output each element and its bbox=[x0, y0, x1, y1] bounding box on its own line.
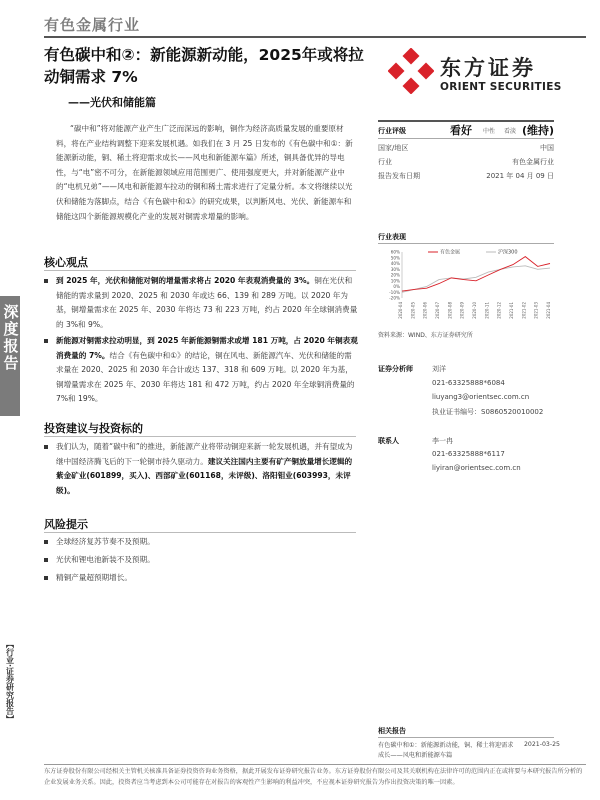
y-tick-label: 30% bbox=[390, 266, 400, 272]
x-tick-label: 2020-05 bbox=[410, 302, 416, 319]
rating-label: 行业评级 bbox=[378, 127, 406, 135]
y-tick-label: 40% bbox=[390, 261, 400, 266]
related-heading: 相关报告 bbox=[378, 727, 406, 735]
intro-paragraph: “碳中和”将对能源产业产生广泛而深远的影响，铜作为经济高质量发展的重要原材料，将在产业结构调整下迎来发展机遇。如我们在 3 月 25 日发布的《有色碳中和①：新能源新动能，铜、稀土将迎需求成长——风电和新能源车篇》所述，铜具备优异的导电性，与“电”密不可分，在新能源领域应用范围更广、使用强度更大，并对新能源产业中的“电机兄弟”——风电和新能源车拉动的铜和稀土需求进行了定量分析。本文将继续以光伏和储能为落脚点，结合《有色碳中和①》的研究成果，以判断风电、光伏、新能源车和储能这四个新能源规模化产业的发展对铜需求增量的影响。 bbox=[56, 124, 353, 221]
core-heading: 核心观点 bbox=[44, 256, 88, 269]
related-item-date: 2021-03-25 bbox=[524, 741, 560, 748]
y-tick-label: 20% bbox=[390, 272, 400, 278]
core-point-1-bold: 到 2025 年，光伏和储能对铜的增量需求将占 2020 年表观消费量的 3%。 bbox=[56, 276, 315, 285]
side-label-deep-report: 深度报告 bbox=[0, 296, 20, 416]
y-tick-label: 10% bbox=[390, 278, 400, 284]
invest-divider bbox=[44, 436, 356, 437]
y-tick-label: -10% bbox=[389, 289, 400, 295]
core-point-2-text: 结合《有色碳中和①》的结论，铜在风电、新能源汽车、光伏和储能的需求量在 2020、2025 和 2030 年合计或达 137、318 和 609 万吨。以 2020 年为基，铜增量需求在 2025 年、2030 年将达 181 和 472 万吨，约占 2020 年全球铜消费量的 7%和 19%。 bbox=[56, 350, 355, 404]
rating-row-date-key: 报告发布日期 bbox=[378, 172, 420, 180]
analyst-cert: 执业证书编号：S0860520010002 bbox=[432, 408, 544, 416]
x-tick-label: 2020-06 bbox=[422, 302, 428, 319]
rating-value: 看好 bbox=[450, 124, 472, 137]
related-item-title[interactable]: 有色碳中和①：新能源新动能，铜、稀土将迎需求成长——风电和新能源车篇 bbox=[378, 742, 514, 759]
performance-heading: 行业表现 bbox=[378, 233, 406, 241]
x-tick-label: 2021-03 bbox=[533, 302, 539, 319]
risk-item-2: 光伏和锂电池新装不及预期。 bbox=[56, 553, 358, 568]
analyst-role: 证券分析师 bbox=[378, 365, 413, 373]
chart-source: 资料来源：WIND、东方证券研究所 bbox=[378, 332, 473, 339]
report-title: 有色碳中和②：新能源新动能，2025年或将拉动铜需求 7% bbox=[44, 46, 364, 86]
rating-row-region-key: 国家/地区 bbox=[378, 144, 409, 152]
rating-row-region-value: 中国 bbox=[540, 144, 554, 152]
x-tick-label: 2020-04 bbox=[398, 302, 403, 319]
y-tick-label: 60% bbox=[390, 249, 400, 255]
orient-logo-icon bbox=[388, 48, 434, 94]
x-tick-label: 2020-07 bbox=[435, 302, 440, 319]
core-point-1-text: 铜在光伏和储能的需求量到 2020、2025 和 2030 年或达 66、139 和 289 万吨。以 2020 年为基，铜增量需求在 2025 年、2030 年将达 73 和 223 万吨，约占 2020 年全球铜消费量的 3%和 9%。 bbox=[56, 276, 358, 329]
contact-email[interactable]: liyiran@orientsec.com.cn bbox=[432, 464, 521, 472]
invest-point bbox=[56, 440, 358, 498]
series-line-sector bbox=[402, 257, 550, 292]
x-tick-label: 2021-02 bbox=[521, 302, 527, 319]
logo-name-en: ORIENT SECURITIES bbox=[440, 81, 562, 93]
legend-label: 有色金属 bbox=[440, 249, 461, 256]
rating-row-date-value: 2021 年 04 月 09 日 bbox=[486, 172, 554, 180]
performance-chart bbox=[378, 246, 554, 322]
contact-phone: 021-63325888*6117 bbox=[432, 450, 505, 458]
x-tick-label: 2021-04 bbox=[546, 302, 551, 319]
sector-label: 有色金属行业 bbox=[44, 16, 141, 34]
x-tick-label: 2020-08 bbox=[447, 302, 453, 319]
y-tick-label: 0% bbox=[393, 284, 400, 289]
related-rule bbox=[378, 737, 554, 738]
core-point-1 bbox=[56, 274, 358, 332]
core-point-2-bold: 新能源对铜需求拉动明显，到 2025 年新能源铜需求或增 181 万吨，占 2020 年铜表观消费量的 7%。 bbox=[56, 336, 358, 360]
legend-label: 沪深300 bbox=[498, 249, 518, 256]
contact-role: 联系人 bbox=[378, 437, 399, 445]
analyst-phone: 021-63325888*6084 bbox=[432, 379, 505, 387]
core-point-2 bbox=[56, 334, 358, 407]
contact-name: 李一冉 bbox=[432, 437, 453, 445]
risk-divider bbox=[44, 532, 356, 533]
side-label-industry: 【行业·证券研究报告】 bbox=[5, 640, 15, 724]
performance-rule bbox=[378, 243, 554, 244]
analyst-name: 刘洋 bbox=[432, 365, 446, 373]
x-tick-label: 2020-10 bbox=[472, 302, 477, 319]
rating-row-industry-value: 有色金属行业 bbox=[512, 158, 554, 166]
core-divider bbox=[44, 270, 356, 271]
x-tick-label: 2020-11 bbox=[484, 302, 490, 319]
y-tick-label: 50% bbox=[390, 255, 400, 261]
logo-name-cn: 东方证券 bbox=[440, 56, 536, 80]
footer-rule bbox=[44, 764, 586, 765]
rating-mid: 中性 bbox=[483, 128, 496, 135]
y-tick-label: -20% bbox=[389, 295, 400, 301]
x-tick-label: 2020-09 bbox=[459, 302, 465, 319]
rating-status: (维持) bbox=[522, 124, 555, 137]
report-subtitle: ——光伏和储能篇 bbox=[68, 96, 156, 109]
x-tick-label: 2020-12 bbox=[496, 302, 502, 319]
invest-heading: 投资建议与投资标的 bbox=[44, 422, 143, 435]
footer-disclaimer: 东方证券股份有限公司经相关主管机关核准具备证券投资咨询业务资格，据此开展发布证券研究报告业务。东方证券股份有限公司及其关联机构在法律许可的范围内正在或将要与本研究报告所分析的企业发展业务关系。因此，投资者应当考虑到本公司可能存在对报告的客观性产生影响的利益冲突，不应视本证券研究报告为作出投资决策的唯一因素。 bbox=[44, 768, 583, 786]
analyst-email[interactable]: liuyang3@orientsec.com.cn bbox=[432, 393, 530, 401]
risk-heading: 风险提示 bbox=[44, 518, 88, 531]
x-tick-label: 2021-01 bbox=[509, 302, 514, 319]
rating-divider bbox=[378, 138, 554, 139]
rating-row-industry-key: 行业 bbox=[378, 158, 392, 166]
invest-text: 我们认为，随着“碳中和”的推进，新能源产业将带动铜迎来新一轮发展机遇，并有望成为继中国经济腾飞后的下一轮铜市持久驱动力。 bbox=[56, 442, 353, 466]
rating-dir: 看淡 bbox=[504, 128, 517, 135]
header-rule bbox=[44, 36, 586, 38]
risk-item-1: 全球经济复苏节奏不及预期。 bbox=[56, 535, 358, 550]
risk-item-3: 精铜产量超预期增长。 bbox=[56, 571, 358, 586]
invest-bold: 建议关注国内主要有矿产铜放量增长逻辑的紫金矿业(601899，买入)、西部矿业(601168，未评级)、洛阳钼业(603993，未评级)。 bbox=[56, 456, 353, 495]
